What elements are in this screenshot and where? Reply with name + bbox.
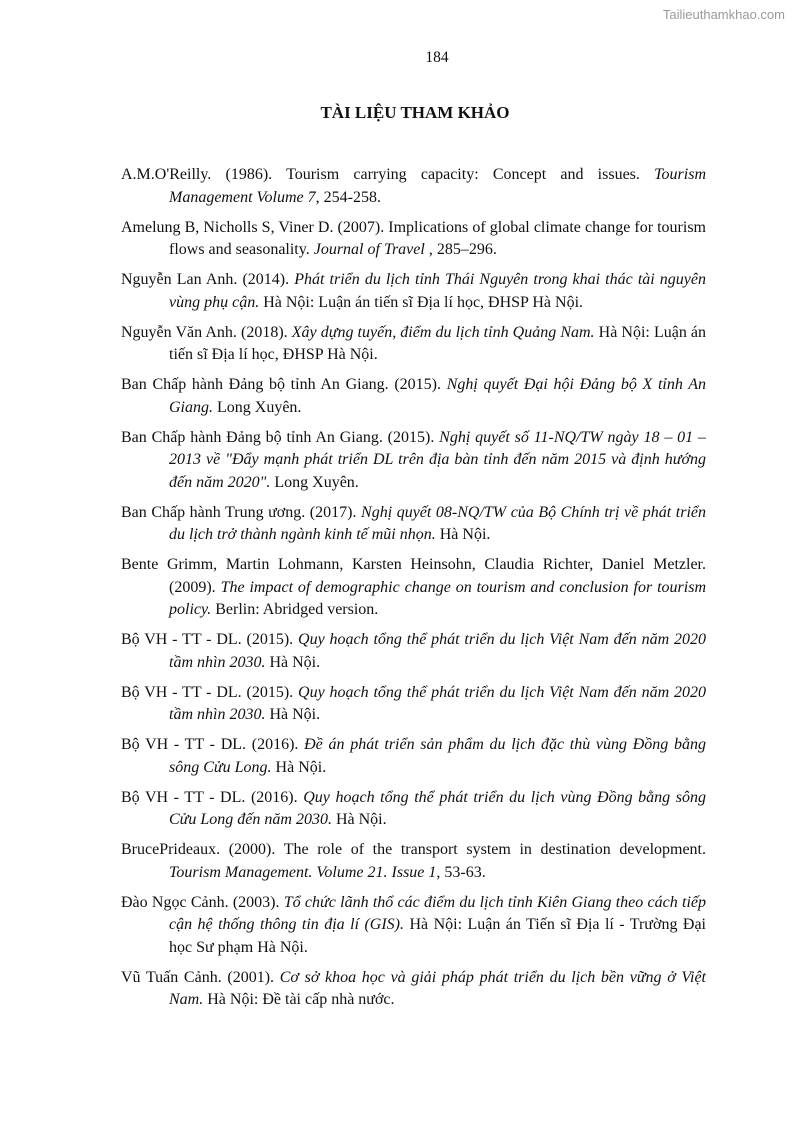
reference-publisher: Hà Nội. bbox=[271, 758, 327, 776]
reference-title: Nghị quyết số 11-NQ/TW ngày 18 – 01 – 2013 về "Đẩy mạnh phát triển DL trên địa bàn tỉnh đến năm 2015 và định hướng đến năm 2020". bbox=[169, 428, 707, 491]
reference-publisher: Hà Nội: Đề tài cấp nhà nước. bbox=[203, 991, 395, 1008]
reference-item bbox=[121, 322, 706, 367]
reference-publisher: Hà Nội. bbox=[435, 526, 491, 543]
reference-item bbox=[121, 892, 706, 960]
reference-item bbox=[121, 217, 706, 262]
reference-item bbox=[121, 787, 706, 832]
reference-authors: BrucePrideaux. (2000). The role of the transport system in destination development. bbox=[121, 841, 706, 858]
reference-publisher: Hà Nội: Luận án tiến sĩ Địa lí học, ĐHSP Hà Nội. bbox=[259, 293, 584, 311]
reference-authors: Ban Chấp hành Đảng bộ tỉnh An Giang. (2015). bbox=[121, 376, 447, 393]
reference-authors: Amelung B, Nicholls S, Viner D. (2007). Implications of global climate change for tourism flows and seasonality. bbox=[121, 218, 706, 258]
reference-authors: Bộ VH - TT - DL. (2015). bbox=[121, 631, 299, 648]
reference-publisher: , 254-258. bbox=[315, 188, 381, 206]
page-number: 184 bbox=[425, 49, 449, 66]
reference-publisher: Hà Nội. bbox=[265, 653, 321, 671]
reference-item bbox=[121, 967, 706, 1012]
reference-title: Tourism Management Volume 7 bbox=[169, 166, 706, 206]
reference-authors: Ban Chấp hành Trung ương. (2017). bbox=[121, 503, 362, 521]
reference-publisher: Berlin: Abridged version. bbox=[211, 601, 379, 618]
reference-title: Journal of Travel bbox=[313, 241, 425, 258]
reference-item bbox=[121, 734, 706, 779]
reference-title: Tổ chức lãnh thổ các điểm du lịch tỉnh Kiên Giang theo cách tiếp cận hệ thống thông tin địa lí (GIS). bbox=[169, 893, 706, 933]
reference-publisher: Hà Nội: Luận án tiến sĩ Địa lí học, ĐHSP Hà Nội. bbox=[169, 323, 707, 363]
reference-authors: Bộ VH - TT - DL. (2016). bbox=[121, 788, 304, 806]
reference-item bbox=[121, 427, 706, 495]
reference-title: Tourism Management. Volume 21. Issue 1 bbox=[169, 863, 437, 881]
reference-publisher: Hà Nội. bbox=[331, 811, 387, 828]
reference-authors: Nguyễn Lan Anh. (2014). bbox=[121, 271, 295, 288]
reference-publisher: , 53-63. bbox=[436, 863, 486, 881]
reference-authors: Bente Grimm, Martin Lohmann, Karsten Heinsohn, Claudia Richter, Daniel Metzler. (2009). bbox=[121, 556, 706, 596]
reference-authors: Bộ VH - TT - DL. (2016). bbox=[121, 736, 305, 753]
reference-item bbox=[121, 502, 706, 547]
reference-authors: Bộ VH - TT - DL. (2015). bbox=[121, 683, 299, 701]
reference-authors: Ban Chấp hành Đảng bộ tỉnh An Giang. (2015). bbox=[121, 428, 440, 446]
reference-publisher: Long Xuyên. bbox=[213, 398, 302, 416]
watermark: Tailieuthamkhao.com bbox=[662, 7, 785, 22]
reference-title: Nghị quyết Đại hội Đảng bộ X tỉnh An Giang. bbox=[169, 376, 707, 416]
reference-authors: Đào Ngọc Cảnh. (2003). bbox=[121, 893, 284, 911]
reference-title: The impact of demographic change on tourism and conclusion for tourism policy. bbox=[169, 578, 706, 618]
reference-item bbox=[121, 269, 706, 314]
reference-title: Quy hoạch tổng thể phát triển du lịch Việt Nam đến năm 2020 tầm nhìn 2030. bbox=[169, 683, 706, 723]
reference-title: Quy hoạch tổng thể phát triển du lịch Việt Nam đến năm 2020 tầm nhìn 2030. bbox=[169, 631, 706, 671]
reference-item bbox=[121, 839, 706, 884]
reference-authors: A.M.O'Reilly. (1986). Tourism carrying capacity: Concept and issues. bbox=[121, 166, 655, 183]
reference-authors: Nguyễn Văn Anh. (2018). bbox=[121, 323, 292, 341]
reference-item bbox=[121, 164, 706, 209]
reference-publisher: , 285–296. bbox=[424, 241, 497, 258]
reference-list bbox=[121, 164, 706, 1019]
reference-publisher: Hà Nội. bbox=[265, 706, 321, 723]
reference-title: Quy hoạch tổng thể phát triển du lịch vùng Đồng bằng sông Cửu Long đến năm 2030. bbox=[169, 788, 706, 828]
reference-item bbox=[121, 554, 706, 622]
reference-title: Phát triển du lịch tỉnh Thái Nguyên trong khai thác tài nguyên vùng phụ cận. bbox=[169, 271, 706, 311]
page-title: TÀI LIỆU THAM KHẢO bbox=[320, 103, 510, 122]
reference-title: Cơ sở khoa học và giải pháp phát triển du lịch bền vững ở Việt Nam. bbox=[169, 968, 706, 1008]
reference-publisher: Hà Nội: Luận án Tiến sĩ Địa lí - Trường Đại học Sư phạm Hà Nội. bbox=[169, 916, 706, 956]
reference-title: Đề án phát triển sản phẩm du lịch đặc thù vùng Đồng bằng sông Cửu Long. bbox=[169, 736, 707, 776]
reference-title: Xây dựng tuyến, điểm du lịch tỉnh Quảng Nam. bbox=[291, 323, 595, 341]
reference-publisher: Long Xuyên. bbox=[270, 473, 359, 491]
reference-item bbox=[121, 629, 706, 674]
reference-item bbox=[121, 682, 706, 727]
reference-authors: Vũ Tuấn Cảnh. (2001). bbox=[121, 968, 280, 986]
reference-item bbox=[121, 374, 706, 419]
reference-title: Nghị quyết 08-NQ/TW của Bộ Chính trị về phát triển du lịch trở thành ngành kinh tế mũi nhọn. bbox=[169, 503, 707, 543]
